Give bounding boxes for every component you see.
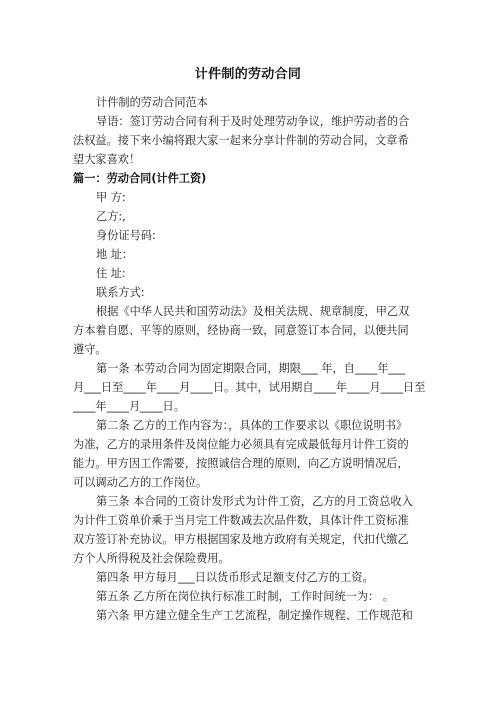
- article-2-line: 可以调动乙方的工作岗位。: [73, 476, 208, 489]
- preamble-line: 方本着自愿、平等的原则，经协商一致，同意签订本合同，以便共同: [73, 324, 409, 337]
- article-2-line: 能力。甲方因工作需要，按照诚信合理的原则，向乙方说明情况后，: [73, 457, 409, 470]
- article-1-line: 月___日至____年____月____日。其中，试用期自____年____月____日至: [73, 381, 426, 394]
- article-3-line: 第三条 本合同的工资计发形式为计件工资，乙方的月工资总收入: [96, 495, 413, 508]
- article-3-line: 双方签订补充协议。甲方根据国家及地方政府有关规定，代扣代缴乙: [73, 533, 409, 546]
- intro-line: 导语：签订劳动合同有利于及时处理劳动争议，维护劳动者的合: [96, 115, 410, 128]
- intro-line: 望大家喜欢！: [73, 153, 141, 166]
- section-heading: 篇一：劳动合同(计件工资): [73, 172, 207, 185]
- article-3-line: 为计件工资单价乘于当月完工件数减去次品件数，具体计件工资标准: [73, 514, 409, 527]
- article-5-line: 第五条 乙方所在岗位执行标准工时制，工作时间统一为： 。: [96, 590, 394, 603]
- preamble-line: 遵守。: [73, 343, 107, 356]
- subtitle-line: 计件制的劳动合同范本: [96, 96, 208, 109]
- article-2-line: 第二条 乙方的工作内容为：，具体的工作要求以《职位说明书》: [96, 419, 408, 432]
- article-1-line: ____年____月____日。: [73, 400, 185, 413]
- address-field: 地 址：: [96, 248, 134, 261]
- article-6-line: 第六条 甲方建立健全生产工艺流程，制定操作规程、工作规范和: [96, 609, 413, 622]
- party-a-field: 甲 方:: [96, 191, 126, 204]
- id-number-field: 身份证号码:: [96, 229, 156, 242]
- article-2-line: 为准，乙方的录用条件及岗位能力必须具有完成最低每月计件工资的: [73, 438, 409, 451]
- preamble-line: 根据《中华人民共和国劳动法》及相关法规、规章制度，甲乙双: [96, 305, 410, 318]
- article-4-line: 第四条 甲方每月___日以货币形式足额支付乙方的工资。: [96, 571, 374, 584]
- article-1-line: 第一条 本劳动合同为固定期限合同，期限___ 年，自____年___: [96, 362, 406, 375]
- residence-field: 住 址:: [96, 267, 126, 280]
- intro-line: 法权益。接下来小编将跟大家一起来分享计件制的劳动合同，文章希: [73, 134, 409, 147]
- party-b-field: 乙方:,: [96, 210, 126, 223]
- contact-field: 联系方式:: [96, 286, 145, 299]
- article-3-line: 方个人所得税及社会保险费用。: [73, 552, 230, 565]
- document-title: 计件制的劳动合同: [194, 67, 302, 82]
